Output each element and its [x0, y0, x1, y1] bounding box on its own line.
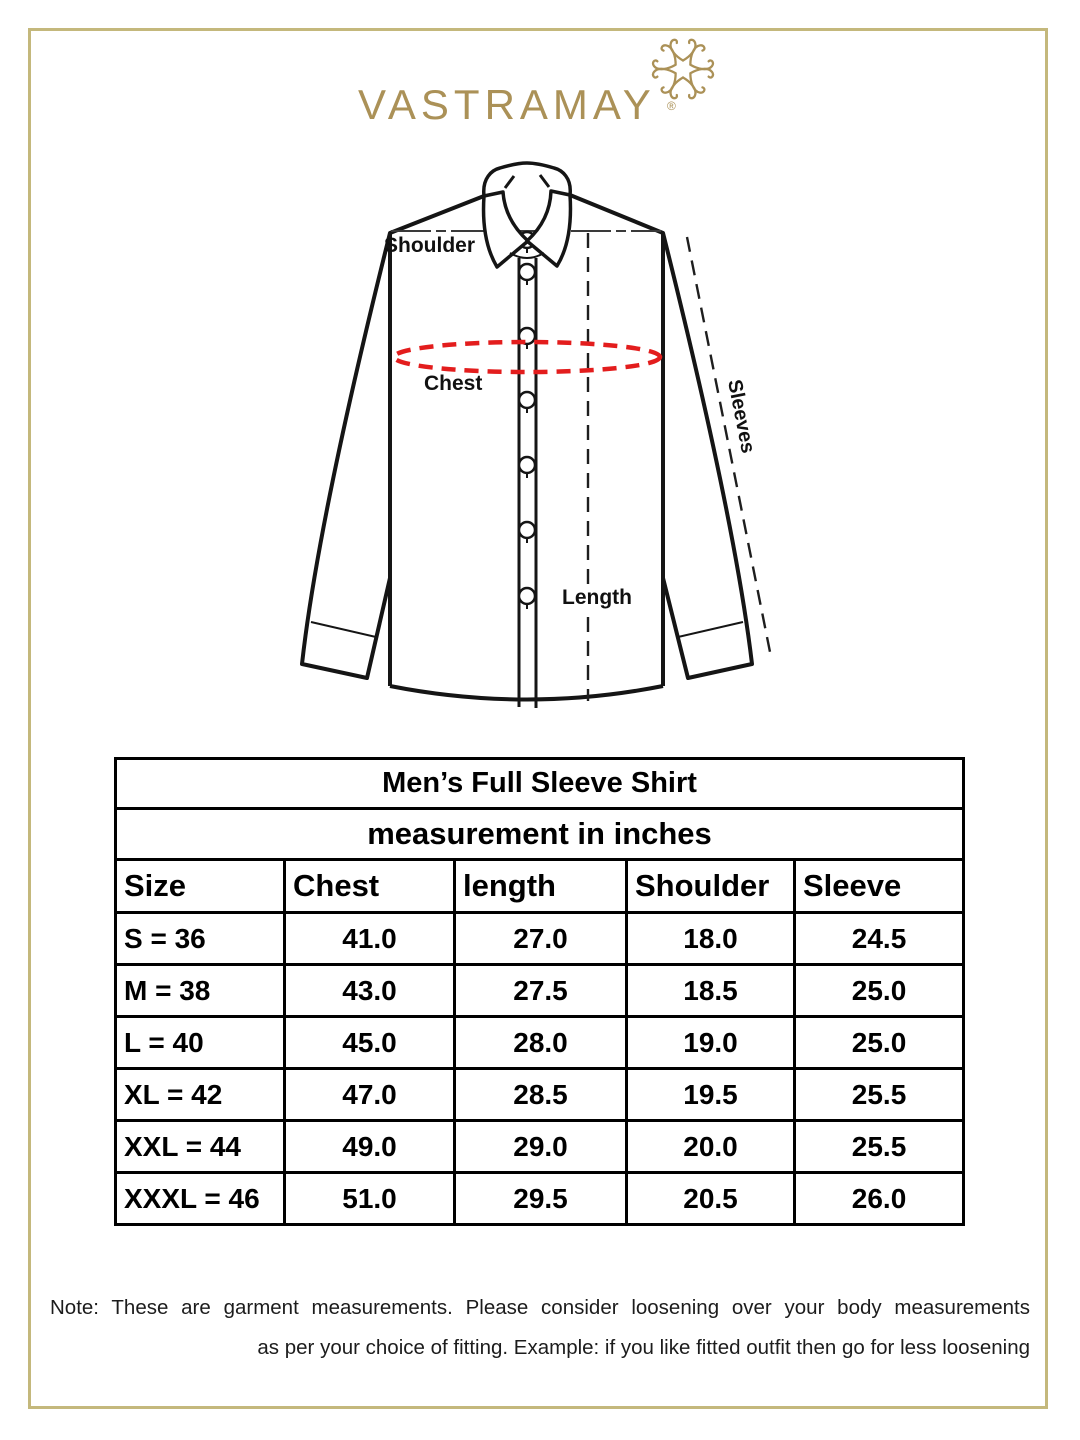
shoulder-cell: 20.0 [627, 1121, 795, 1173]
shoulder-slope-lines [390, 195, 663, 233]
length-cell: 28.5 [455, 1069, 627, 1121]
sleeve-cell: 25.5 [795, 1121, 964, 1173]
shirt-diagram [280, 150, 810, 722]
table-row-xl [116, 1069, 964, 1121]
shoulder-cell: 20.5 [627, 1173, 795, 1225]
column-header-shoulder: Shoulder [627, 860, 795, 913]
sleeve-cell: 25.5 [795, 1069, 964, 1121]
sleeves-label: Sleeves [723, 377, 759, 456]
measurement-note [50, 1288, 1030, 1368]
shoulder-label: Shoulder [384, 234, 476, 257]
sleeve-cell: 25.0 [795, 1017, 964, 1069]
shoulder-cell: 18.0 [627, 913, 795, 965]
size-cell: S = 36 [116, 913, 285, 965]
length-cell: 29.5 [455, 1173, 627, 1225]
length-cell: 27.0 [455, 913, 627, 965]
column-header-size: Size [116, 860, 285, 913]
shirt-left-sleeve [302, 233, 390, 678]
table-subtitle: measurement in inches [116, 809, 964, 860]
table-header-row [116, 860, 964, 913]
size-cell: L = 40 [116, 1017, 285, 1069]
length-cell: 29.0 [455, 1121, 627, 1173]
sleeve-cell: 25.0 [795, 965, 964, 1017]
size-cell: XXXL = 46 [116, 1173, 285, 1225]
table-subtitle-row [116, 809, 964, 860]
length-cell: 28.0 [455, 1017, 627, 1069]
shoulder-cell: 19.0 [627, 1017, 795, 1069]
size-cell: XXL = 44 [116, 1121, 285, 1173]
size-cell: XL = 42 [116, 1069, 285, 1121]
chest-cell: 45.0 [285, 1017, 455, 1069]
table-title-row [116, 759, 964, 809]
table-row-m [116, 965, 964, 1017]
size-chart-table [114, 757, 965, 1226]
floral-mandala-icon [650, 36, 716, 102]
brand-name: VASTRAMAY [358, 81, 656, 128]
chest-cell: 47.0 [285, 1069, 455, 1121]
sleeve-cell: 24.5 [795, 913, 964, 965]
table-row-l [116, 1017, 964, 1069]
length-label: Length [562, 586, 632, 609]
chest-label: Chest [424, 372, 483, 395]
chest-cell: 43.0 [285, 965, 455, 1017]
length-cell: 27.5 [455, 965, 627, 1017]
table-row-xxl [116, 1121, 964, 1173]
chest-cell: 41.0 [285, 913, 455, 965]
shoulder-cell: 19.5 [627, 1069, 795, 1121]
table-row-s [116, 913, 964, 965]
sleeve-cell: 26.0 [795, 1173, 964, 1225]
note-line-1: Note: These are garment measurements. Please consider loosening over your body measurements [50, 1296, 1030, 1319]
column-header-length: length [455, 860, 627, 913]
column-header-chest: Chest [285, 860, 455, 913]
shirt-right-sleeve [663, 233, 752, 678]
table-row-xxxl [116, 1173, 964, 1225]
shoulder-cell: 18.5 [627, 965, 795, 1017]
table-title: Men’s Full Sleeve Shirt [116, 759, 964, 809]
chest-cell: 51.0 [285, 1173, 455, 1225]
column-header-sleeve: Sleeve [795, 860, 964, 913]
registered-trademark: ® [667, 99, 676, 113]
chest-cell: 49.0 [285, 1121, 455, 1173]
size-cell: M = 38 [116, 965, 285, 1017]
note-line-2: as per your choice of fitting. Example: if you like fitted outfit then go for less loosening [257, 1336, 1030, 1359]
